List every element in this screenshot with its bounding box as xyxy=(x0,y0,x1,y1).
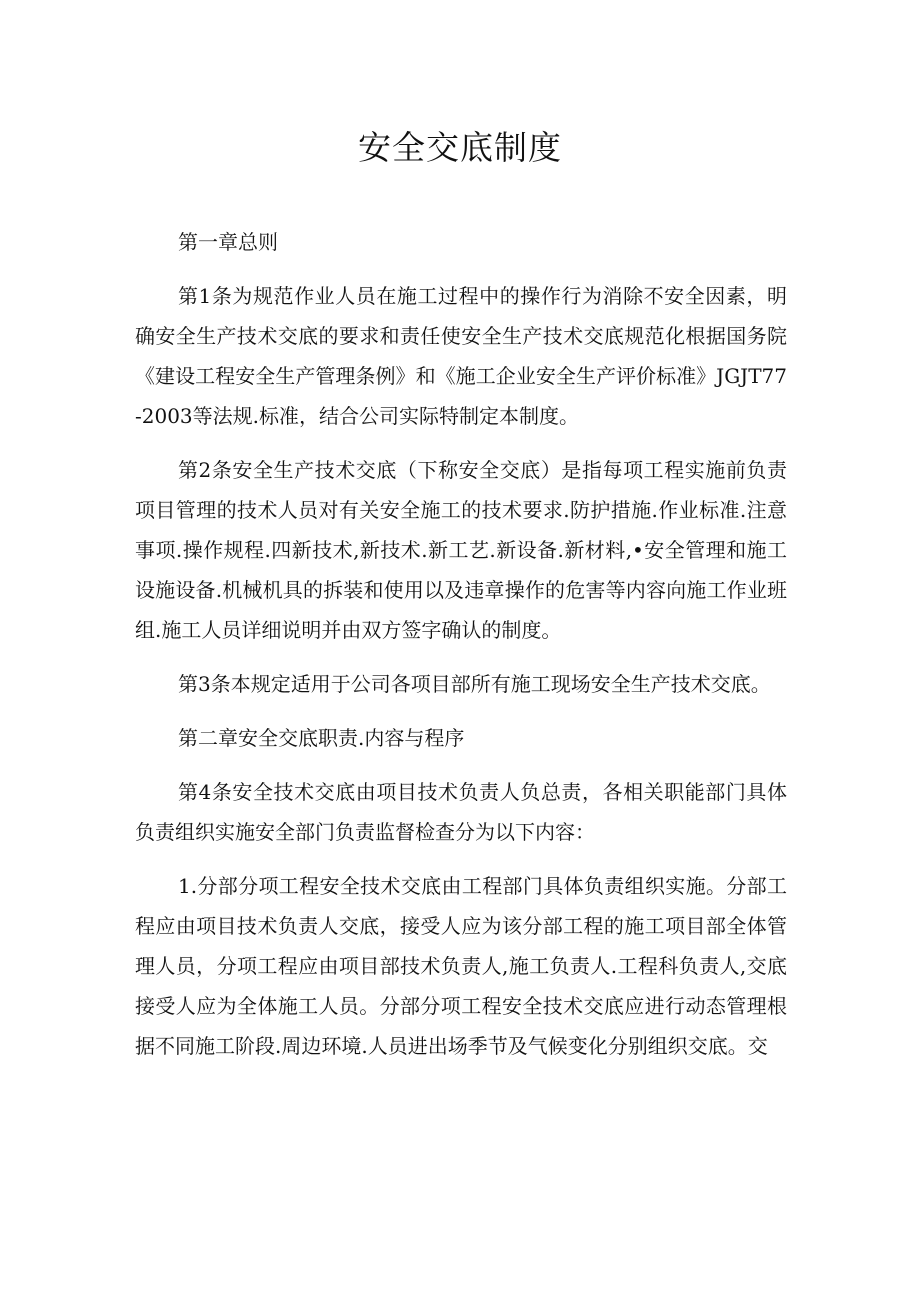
article-4: 第4条安全技术交底由项目技术负责人负总责，各相关职能部门具体负责组织实施安全部门负责监督检查分为以下内容： xyxy=(135,780,787,844)
chapter-heading-2: 第二章安全交底职责.内容与程序 xyxy=(178,726,465,750)
list-item-1: 1.分部分项工程安全技术交底由工程部门具体负责组织实施。分部工程应由项目技术负责人交底，接受人应为该分部工程的施工项目部全体管理人员，分项工程应由项目部技术负责人,施工负责人.工程科负责人,交底接受人应为全体施工人员。分部分项工程安全技术交底应进行动态管理根据不同施工阶段.周边环境.人员进出场季节及气候变化分别组织交底。交 xyxy=(135,874,787,1058)
chapter-heading-1: 第一章总则 xyxy=(178,230,278,254)
document-body xyxy=(135,222,787,1080)
page-title: 安全交底制度 xyxy=(358,128,562,167)
article-1: 第1条为规范作业人员在施工过程中的操作行为消除不安全因素，明确安全生产技术交底的要求和责任使安全生产技术交底规范化根据国务院《建设工程安全生产管理条例》和《施工企业安全生产评价标准》JGJT77-2003等法规.标准，结合公司实际特制定本制度。 xyxy=(135,284,787,428)
article-2: 第2条安全生产技术交底（下称安全交底）是指每项工程实施前负责项目管理的技术人员对有关安全施工的技术要求.防护措施.作业标准.注意事项.操作规程.四新技术,新技术.新工艺.新设备.新材料,•安全管理和施工设施设备.机械机具的拆装和使用以及违章操作的危害等内容向施工作业班组.施工人员详细说明并由双方签字确认的制度。 xyxy=(135,458,787,642)
article-3: 第3条本规定适用于公司各项目部所有施工现场安全生产技术交底。 xyxy=(178,672,771,696)
